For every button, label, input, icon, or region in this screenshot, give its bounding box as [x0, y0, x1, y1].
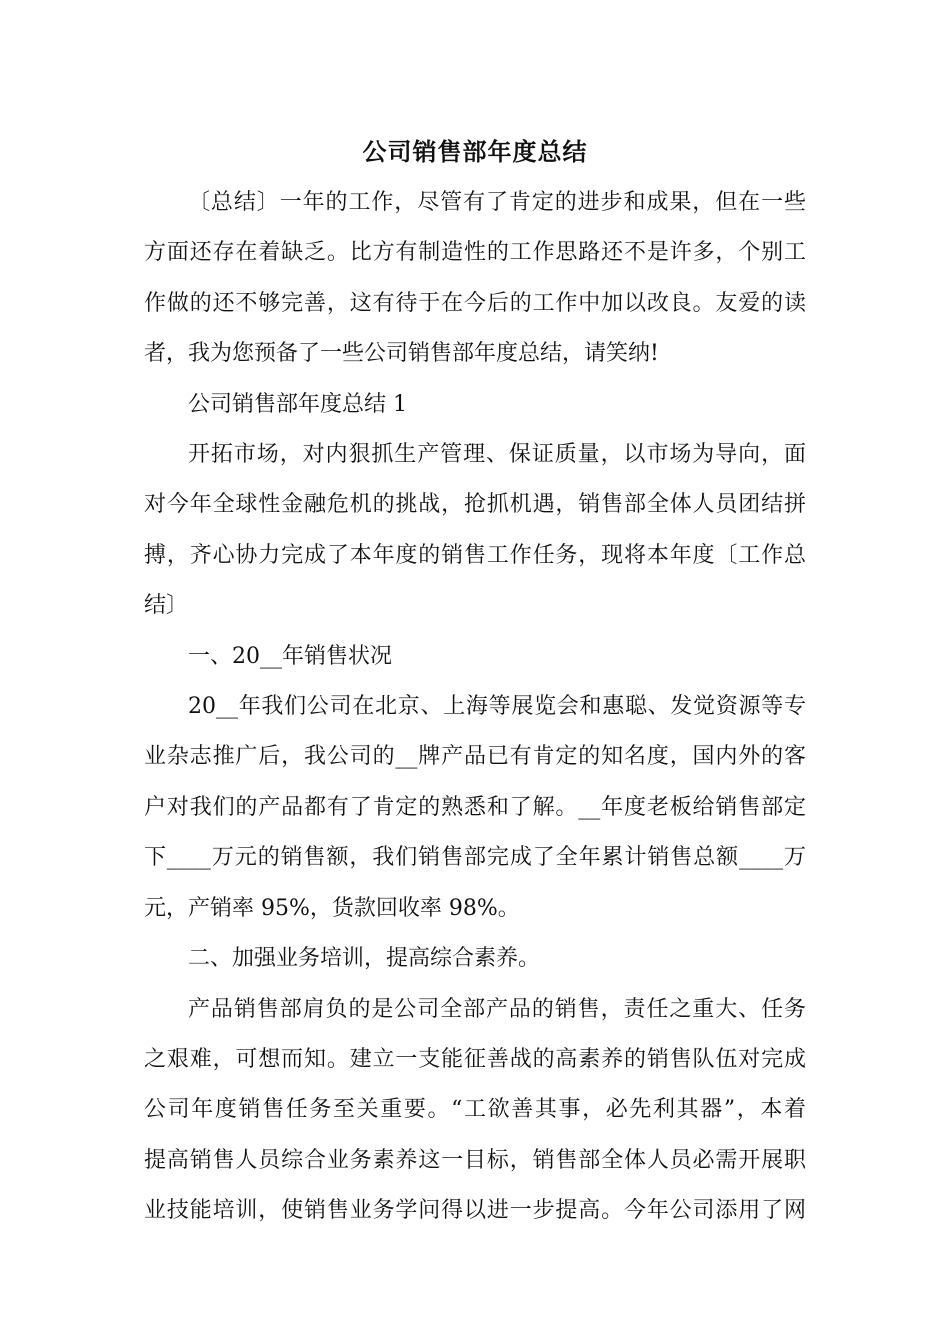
paragraph-intro	[144, 178, 806, 380]
text-line: 公司年度销售任务至关重要。“工欲善其事，必先利其器”，本着	[144, 1097, 806, 1123]
text-line: 业技能培训，使销售业务学问得以进一步提高。今年公司添用了网	[144, 1198, 806, 1224]
text-line: 〔总结〕一年的工作，尽管有了肯定的进步和成果，但在一些	[188, 190, 806, 215]
subheading-summary-1	[144, 380, 806, 430]
paragraph-sales-status	[144, 682, 806, 934]
text-line: 户对我们的产品都有了肯定的熟悉和了解。__年度老板给销售部定	[144, 794, 806, 820]
text-line: 产品销售部肩负的是公司全部产品的销售，责任之重大、任务	[188, 996, 806, 1022]
section-heading-sales-status	[144, 632, 806, 682]
text-line: 公司销售部年度总结 1	[188, 391, 407, 417]
text-line: 对今年全球性金融危机的挑战，抢抓机遇，销售部全体人员团结拼	[144, 492, 806, 518]
text-line: 开拓市场，对内狠抓生产管理、保证质量，以市场为导向，面	[188, 442, 806, 468]
paragraph-market	[144, 430, 806, 632]
text-line: 方面还存在着缺乏。比方有制造性的工作思路还不是许多，个别工	[144, 240, 806, 266]
text-line: 一、20__年销售状况	[188, 643, 392, 669]
section-heading-training	[144, 934, 806, 984]
text-line: 20__年我们公司在北京、上海等展览会和惠聪、发觉资源等专	[188, 694, 806, 720]
text-line: 下____万元的销售额，我们销售部完成了全年累计销售总额____万	[144, 845, 806, 871]
text-line: 结〕	[144, 593, 189, 619]
text-line: 二、加强业务培训，提高综合素养。	[188, 946, 541, 972]
text-line: 者，我为您预备了一些公司销售部年度总结，请笑纳!	[144, 341, 659, 367]
text-line: 业杂志推广后，我公司的__牌产品已有肯定的知名度，国内外的客	[144, 744, 806, 770]
paragraph-training	[144, 985, 806, 1237]
text-line: 提高销售人员综合业务素养这一目标，销售部全体人员必需开展职	[144, 1147, 806, 1173]
document-body	[144, 178, 806, 1237]
text-line: 作做的还不够完善，这有待于在今后的工作中加以改良。友爱的读	[144, 290, 806, 316]
text-line: 搏，齐心协力完成了本年度的销售工作任务，现将本年度〔工作总	[144, 542, 806, 568]
document-title: 公司销售部年度总结	[362, 138, 588, 166]
text-line: 元，产销率 95%，货款回收率 98%。	[144, 895, 520, 921]
text-line: 之艰难，可想而知。建立一支能征善战的高素养的销售队伍对完成	[144, 1046, 806, 1072]
